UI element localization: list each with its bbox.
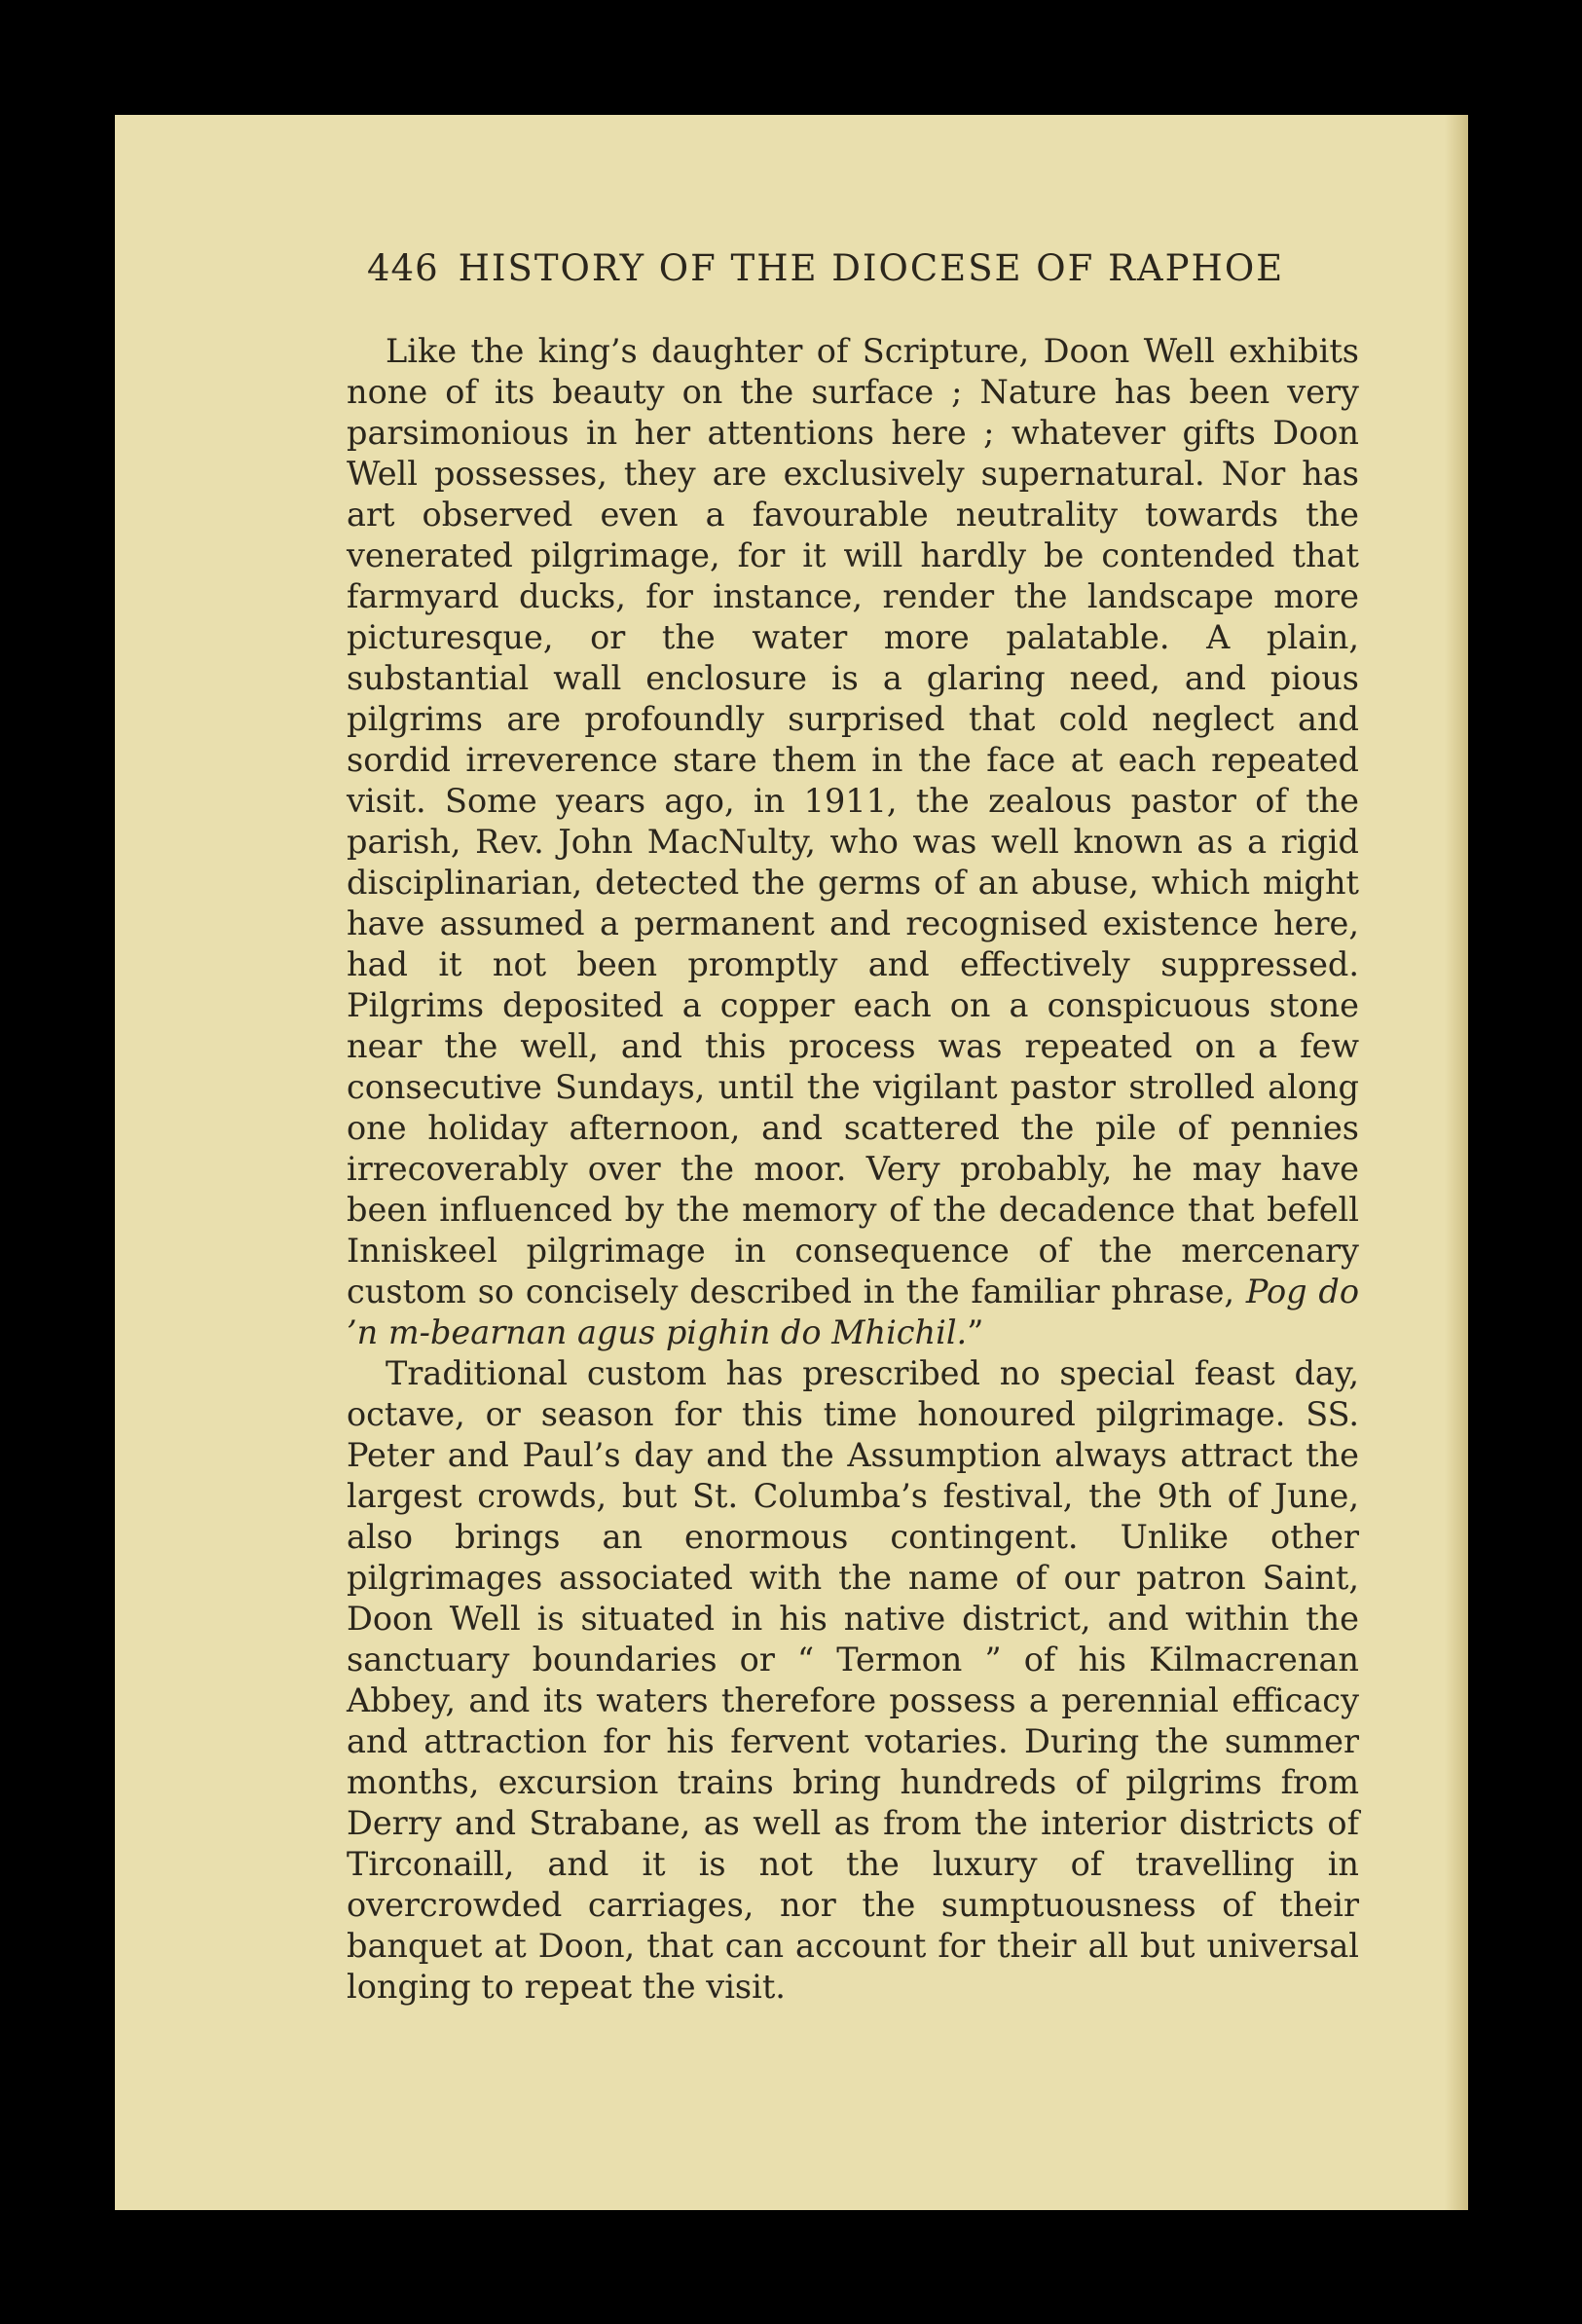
book-page [115,115,1468,2210]
page-edge-shadow [1445,115,1468,2210]
closing-quote: ” [967,1313,984,1351]
running-title: HISTORY OF THE DIOCESE OF RAPHOE [458,247,1285,289]
page-number: 446 [367,247,439,289]
paragraph-1 [347,331,1359,1353]
paragraph-1-text: Like the king’s daughter of Scripture, Doon Well exhibits none of its beauty on the surface ; Nature has been very parsimonious in her attentions here ; whatever gifts Doon Well possesses, they are exclusively supernatural. Nor has art observed even a favourable neutrality towards the venerated pilgrimage, for it will hardly be contended that farmyard ducks, for instance, render the landscape more picturesque, or the water more palatable. A plain, substantial wall enclosure is a glaring need, and pious pilgrims are profoundly surprised that cold neglect and sordid irreverence stare them in the face at each repeated visit. Some years ago, in 1911, the zealous pastor of the parish, Rev. John MacNulty, who was well known as a rigid disciplinarian, detected the germs of an abuse, which might have assumed a permanent and recognised existence here, had it not been promptly and effectively suppressed. Pilgrims deposited a copper each on a conspicuous stone near the well, and this process was repeated on a few consecutive Sundays, until the vigilant pastor strolled along one holiday afternoon, and scattered the pile of pennies irrecoverably over the moor. Very probably, he may have been influenced by the memory of the decadence that befell Inniskeel pilgrimage in consequence of the mercenary custom so concisely described in the familiar phrase, [347,332,1359,1310]
paragraph-2: Traditional custom has prescribed no special feast day, octave, or season for this time honoured pilgrimage. SS. Peter and Paul’s day and the Assumption always attract the largest crowds, but St. Columba’s festival, the 9th of June, also brings an enormous contingent. Unlike other pilgrimages associated with the name of our patron Saint, Doon Well is situated in his native district, and within the sanctuary boundaries or “ Termon ” of his Kilmacrenan Abbey, and its waters therefore possess a perennial efficacy and attraction for his fervent votaries. During the summer months, excursion trains bring hundreds of pilgrims from Derry and Strabane, as well as from the interior districts of Tirconaill, and it is not the luxury of travelling in overcrowded carriages, nor the sumptuousness of their banquet at Doon, that can account for their all but universal longing to repeat the visit. [347,1354,1359,2006]
running-header [367,247,1352,289]
body-text [347,331,1359,2008]
irish-phrase: Pog do ’n m-bearnan agus pighin do Mhichil. [347,1273,1360,1351]
